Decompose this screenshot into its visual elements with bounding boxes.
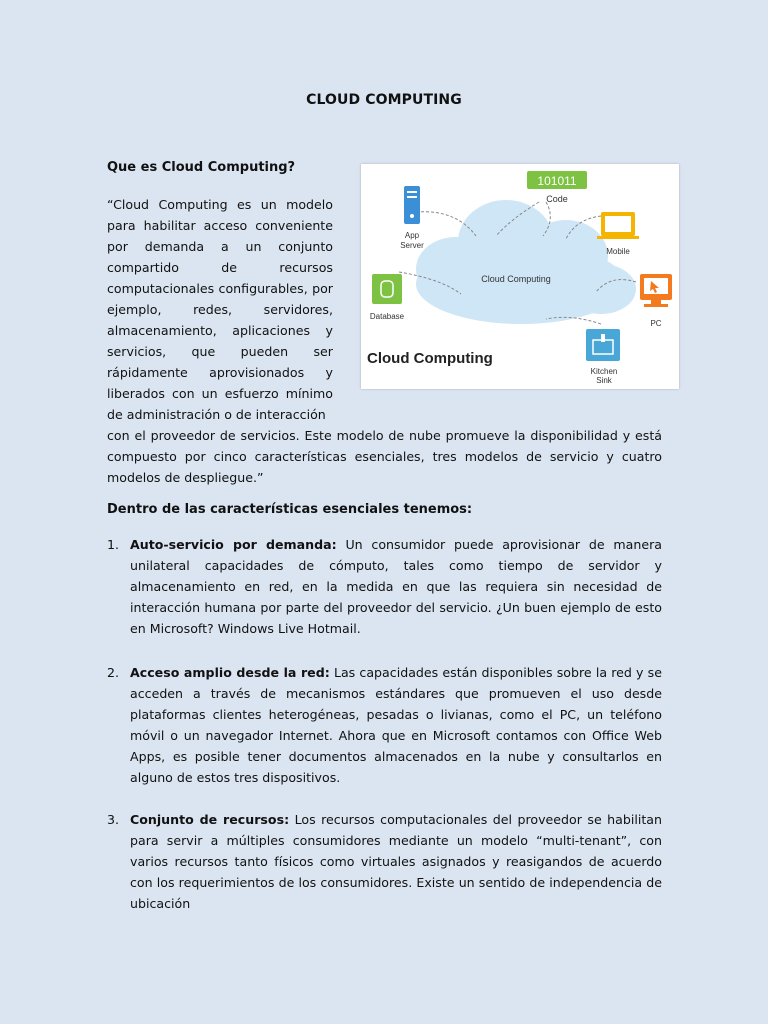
list-item-term: Auto-servicio por demanda: <box>130 537 337 552</box>
cloud-label: Cloud Computing <box>481 274 551 284</box>
list-item-text: Un consumidor puede aprovisionar de manera unilateral capacidades de cómputo, tales como tiempo de servidor y almacenamiento en red, en la medida en que las requiera sin necesidad de interacción humana por parte del proveedor del servicio. ¿Un buen ejemplo de esto en Microsoft? Windows Live Hotmail. <box>130 537 662 636</box>
list-item-term: Conjunto de recursos: <box>130 812 290 827</box>
list-item-term: Acceso amplio desde la red: <box>130 665 330 680</box>
diagram-caption: Cloud Computing <box>367 350 493 367</box>
kitchen-sink-label-line2: Sink <box>596 376 612 385</box>
list-item-text: Las capacidades están disponibles sobre la red y se acceden a través de mecanismos estándares que promueven el uso desde plataformas clientes heterogéneas, pesadas o livianas, como el PC, un teléfono móvil o un navegador Internet. Ahora que en Microsoft contamos con Office Web Apps, es posible tener documentos almacenados en la nube y consultarlos en alguno de estos tres dispositivos. <box>130 665 662 785</box>
cloud-computing-diagram <box>361 164 679 389</box>
list-item-text: Los recursos computacionales del proveedor se habilitan para servir a múltiples consumidores mediante un modelo “multi-tenant”, con varios recursos tanto físicos como virtuales asignados y reasigandos de acuerdo con los requerimientos de los consumidores. Existe un sentido de independencia de ubicación <box>130 812 662 911</box>
list-item <box>107 809 662 914</box>
list-item-number: 1. <box>107 537 120 552</box>
section-heading-question: Que es Cloud Computing? <box>107 160 296 175</box>
list-item-body <box>130 809 662 914</box>
section-heading-essentials: Dentro de las características esenciales tenemos: <box>107 502 473 517</box>
list-item-body <box>130 534 662 639</box>
database-icon <box>372 274 402 304</box>
intro-paragraph-part2: con el proveedor de servicios. Este modelo de nube promueve la disponibilidad y está compuesto por cinco características esenciales, tres modelos de servicio y cuatro modelos de despliegue.” <box>107 428 662 485</box>
kitchen-sink-label-line1: Kitchen <box>590 367 618 376</box>
mobile-label: Mobile <box>606 247 630 256</box>
database-label: Database <box>369 312 405 321</box>
app-server-icon <box>404 186 420 224</box>
app-server-label-line1: App <box>404 231 420 240</box>
app-server-label-line2: Server <box>400 241 424 250</box>
document-title: CLOUD COMPUTING <box>306 92 462 108</box>
list-item-body <box>130 662 662 788</box>
binary-badge-text: 101011 <box>537 174 577 188</box>
mobile-icon <box>597 212 639 239</box>
pc-icon <box>640 274 672 307</box>
pc-label: PC <box>650 319 662 328</box>
list-item-number: 3. <box>107 812 120 827</box>
list-item <box>107 534 662 639</box>
intro-paragraph-part1: “Cloud Computing es un modelo para habilitar acceso conveniente por demanda a un conjunto compartido de recursos computacionales configurables, por ejemplo, redes, servidores, almacenamiento, aplicaciones y servicios, que pueden ser rápidamente aprovisionados y liberados con un esfuerzo mínimo de administración o de interacción <box>107 197 333 422</box>
code-label: Code <box>546 194 568 204</box>
kitchen-sink-icon <box>586 329 620 361</box>
list-item-number: 2. <box>107 665 120 680</box>
list-item <box>107 662 662 788</box>
